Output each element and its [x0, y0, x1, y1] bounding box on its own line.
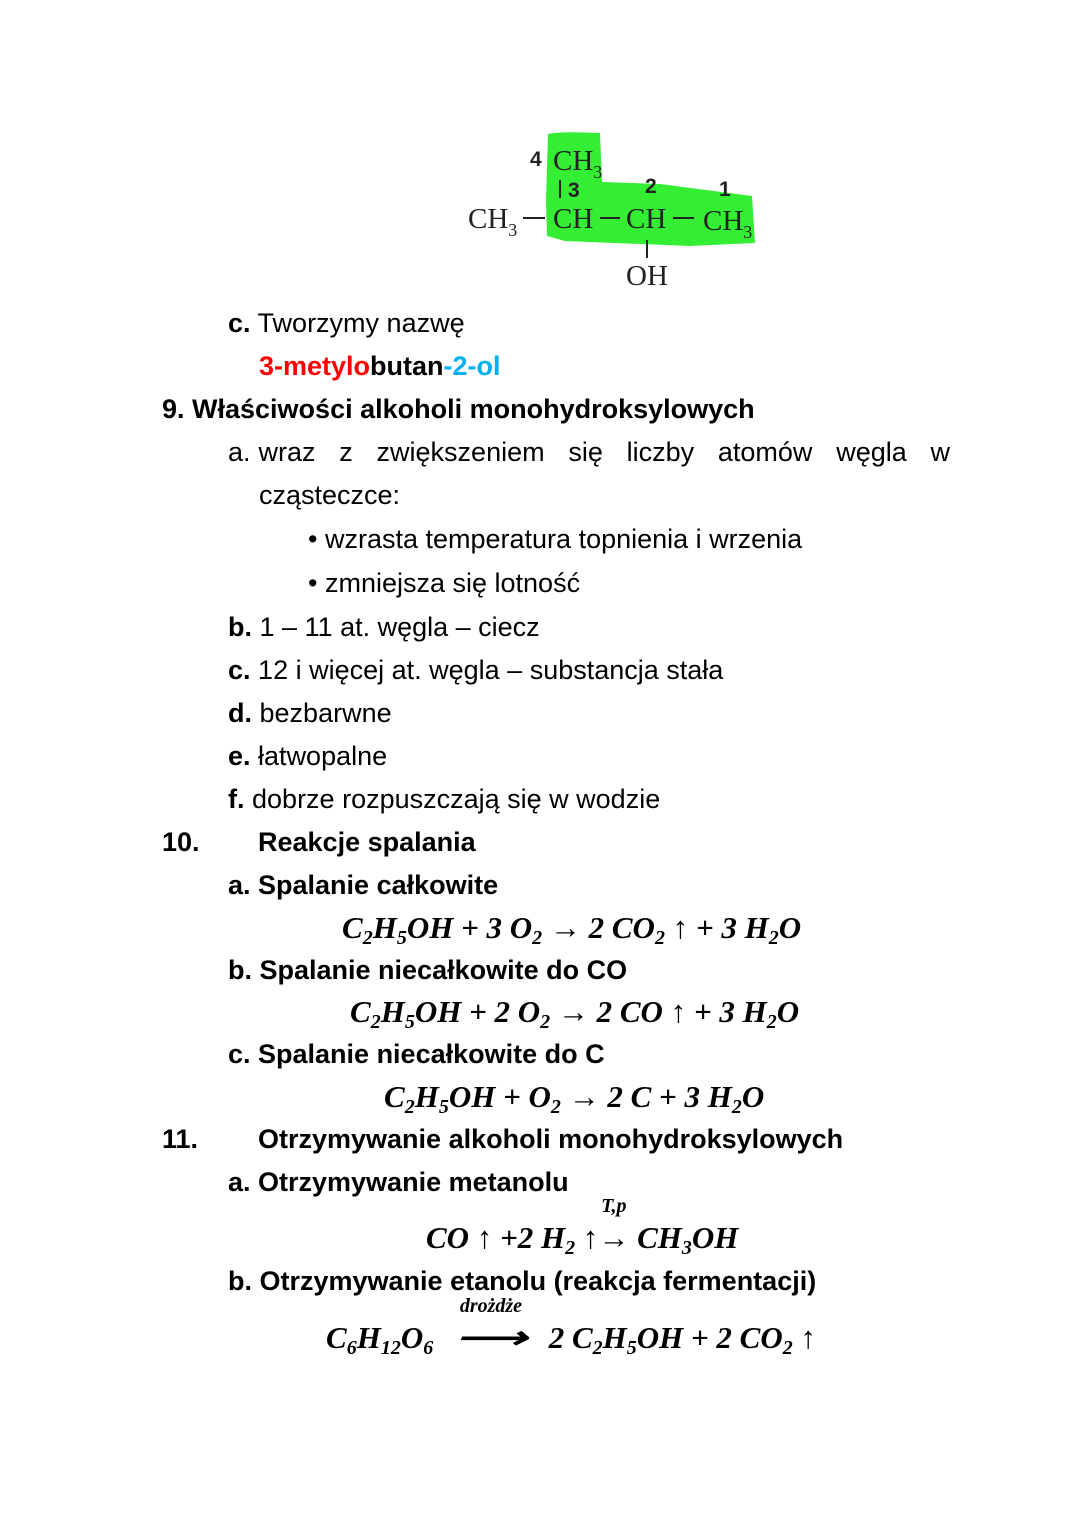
formula-text: OH + 2 O: [414, 994, 541, 1029]
subscript: 2: [370, 1011, 381, 1033]
carbon-number-4: 4: [530, 148, 542, 171]
bullet-item: • zmniejsza się lotność: [308, 568, 581, 598]
formula-text: O: [778, 910, 802, 945]
formula-text: → 2 CO ↑ + 3 H: [550, 994, 767, 1029]
subscript: 5: [404, 1011, 415, 1033]
formula-text: C: [342, 910, 363, 945]
formula-text: C: [326, 1320, 347, 1355]
formula-text: C: [350, 994, 371, 1029]
carbon-2: CH: [626, 203, 667, 235]
formula-text: ↑: [792, 1320, 816, 1355]
subscript: 2: [654, 927, 665, 949]
bullet-item: • wzrasta temperatura topnienia i wrzenia: [308, 524, 803, 554]
subscript: 2: [782, 1337, 793, 1359]
formula-text: → 2 C + 3 H: [560, 1079, 732, 1114]
subscript: 2: [550, 1096, 561, 1118]
step-c: c. Tworzymy nazwę: [228, 308, 465, 338]
section-11-heading: Otrzymywanie alkoholi monohydroksylowych: [258, 1124, 844, 1154]
chemical-structure-3-methylbutan-2-ol: [0, 0, 1080, 300]
formula-text: OH: [691, 1220, 739, 1255]
sec9-item-d: d. bezbarwne: [228, 698, 392, 728]
carbon-number-2: 2: [645, 175, 657, 198]
equation-incomplete-combustion-co: [350, 992, 799, 1042]
left-methyl: $CH_3$: [468, 203, 518, 240]
formula-text: H: [372, 910, 397, 945]
formula-text: O: [776, 994, 800, 1029]
sec9-item-b: b. 1 – 11 at. węgla – ciecz: [228, 612, 540, 642]
formula-text: H: [414, 1079, 439, 1114]
formula-text: OH + 3 O: [406, 910, 533, 945]
equation-methanol-synthesis: [426, 1195, 739, 1268]
formula-text: H: [356, 1320, 381, 1355]
sec11-b: b. Otrzymywanie etanolu (reakcja fermentacji): [228, 1266, 817, 1296]
carbon-3: CH: [553, 203, 594, 235]
formula-text: O: [741, 1079, 765, 1114]
sec9-item-e: e. łatwopalne: [228, 741, 388, 771]
section-10-number: 10.: [162, 827, 200, 857]
sec10-b: b. Spalanie niecałkowite do CO: [228, 955, 628, 985]
top-methyl: $CH_3$: [553, 145, 603, 182]
subscript: 3: [681, 1237, 692, 1259]
arrow-label-yeast: drożdże: [459, 1295, 523, 1317]
name-part: butan: [370, 351, 444, 381]
formula-text: H: [602, 1320, 627, 1355]
subscript: 5: [438, 1096, 449, 1118]
sec9-item-f: f. dobrze rozpuszczają się w wodzie: [228, 784, 661, 814]
name-part: -2-ol: [443, 351, 501, 381]
subscript: 2: [592, 1337, 603, 1359]
formula-text: OH + O: [448, 1079, 551, 1114]
formula-text: ↑ + 3 H: [664, 910, 769, 945]
equation-complete-combustion: [342, 908, 801, 958]
formula-text: CO ↑ +2 H: [426, 1220, 566, 1255]
equation-fermentation: [326, 1295, 816, 1368]
formula-text: H: [380, 994, 405, 1029]
formula-text: → 2 CO: [542, 910, 655, 945]
equation-incomplete-combustion-c: [384, 1077, 764, 1127]
reaction-arrow: →: [598, 1220, 630, 1255]
reaction-arrow: ⟶: [455, 1320, 527, 1355]
formula-text: 2 C: [540, 1320, 593, 1355]
sec9-item-c: c. 12 i więcej at. węgla – substancja stała: [228, 655, 724, 685]
subscript: 6: [346, 1337, 357, 1359]
carbon-number-3: 3: [568, 179, 580, 202]
subscript: 5: [626, 1337, 637, 1359]
subscript: 2: [540, 1011, 551, 1033]
subscript: 2: [565, 1237, 576, 1259]
formula-text: OH + 2 CO: [636, 1320, 783, 1355]
carbon-number-1: 1: [719, 178, 731, 201]
subscript: 2: [768, 927, 779, 949]
subscript: 12: [380, 1337, 401, 1359]
carbon-1: $CH_3$: [703, 205, 753, 242]
subscript: 2: [532, 927, 543, 949]
formula-text: O: [400, 1320, 424, 1355]
sec11-a: a. Otrzymywanie metanolu: [228, 1167, 569, 1197]
sec10-a: a. Spalanie całkowite: [228, 870, 499, 900]
section-11-number: 11.: [162, 1124, 199, 1154]
subscript: 2: [362, 927, 373, 949]
subscript: 6: [423, 1337, 434, 1359]
formula-text: C: [384, 1079, 405, 1114]
formula-text: CH: [629, 1220, 682, 1255]
sec9-item-a: a. wraz z zwiększeniem się liczby atomów węgla w: [228, 437, 950, 467]
sec9-item-a-cont: cząsteczce:: [259, 480, 401, 510]
name-part: 3-metylo: [259, 351, 371, 381]
formula-text: ↑: [575, 1220, 599, 1255]
section-10-heading: Reakcje spalania: [258, 827, 476, 857]
subscript: 2: [404, 1096, 415, 1118]
arrow-label-conditions: T,p: [601, 1195, 627, 1217]
compound-name: [259, 349, 501, 383]
sec10-c: c. Spalanie niecałkowite do C: [228, 1039, 605, 1069]
subscript: 5: [396, 927, 407, 949]
hydroxyl-group: OH: [626, 260, 668, 292]
subscript: 2: [766, 1011, 777, 1033]
section-9-heading: 9. Właściwości alkoholi monohydroksylowych: [162, 394, 755, 424]
subscript: 2: [731, 1096, 742, 1118]
